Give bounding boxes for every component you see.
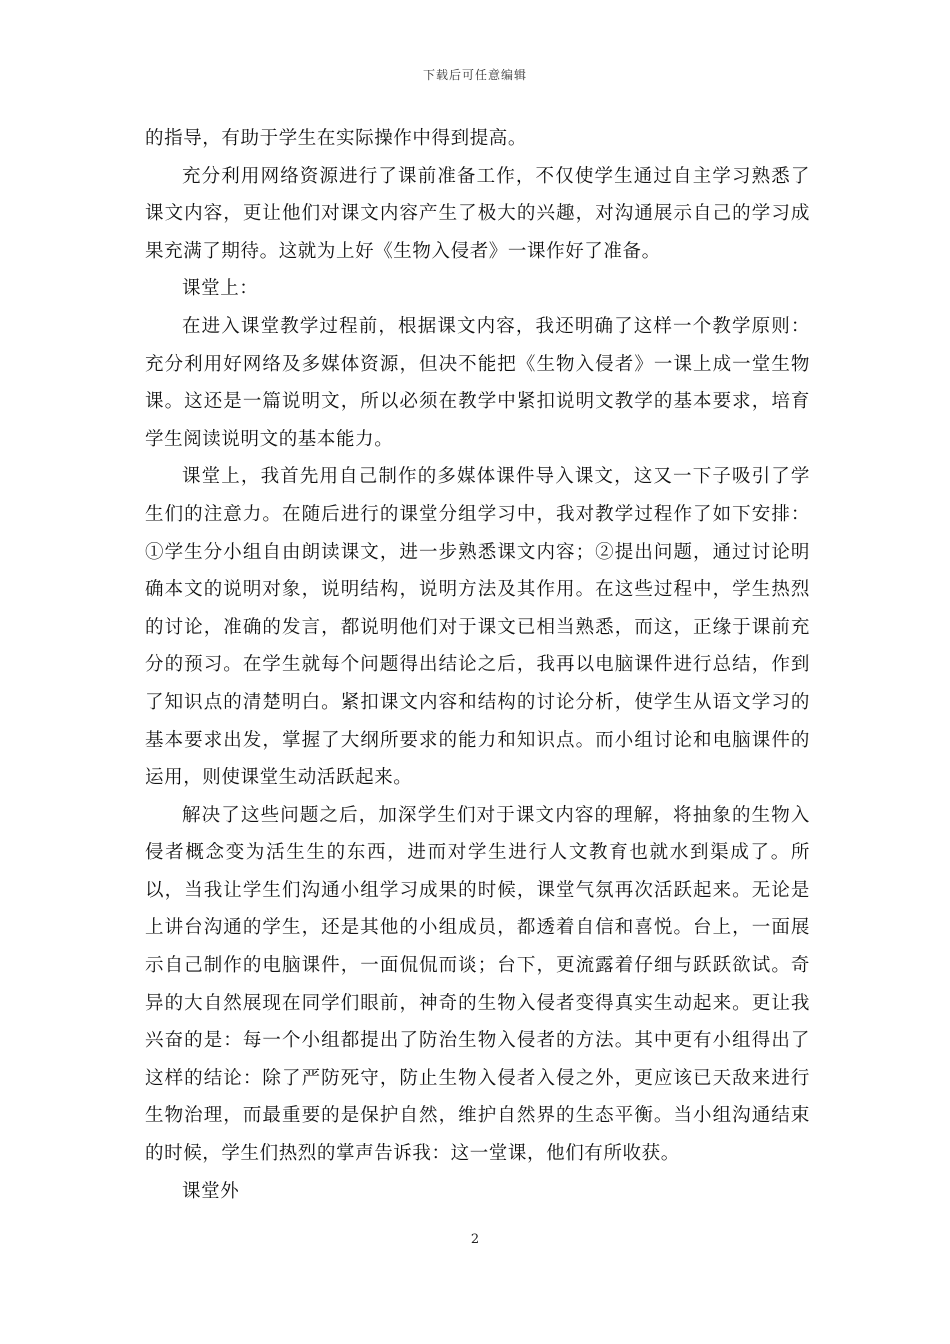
paragraph: 解决了这些问题之后，加深学生们对于课文内容的理解，将抽象的生物入侵者概念变为活生生的东西，进而对学生进行人文教育也就水到渠成了。所以，当我让学生们沟通小组学习成果的时候，课堂气氛再次活跃起来。无论是上讲台沟通的学生，还是其他的小组成员，都透着自信和喜悦。台上，一面展示自己制作的电脑课件，一面侃侃而谈；台下，更流露着仔细与跃跃欲试。奇异的大自然展现在同学们眼前，神奇的生物入侵者变得真实生动起来。更让我兴奋的是：每一个小组都提出了防治生物入侵者的方法。其中更有小组得出了这样的结论：除了严防死守，防止生物入侵者入侵之外，更应该已天敌来进行生物治理，而最重要的是保护自然，维护自然界的生态平衡。当小组沟通结束的时候，学生们热烈的掌声告诉我：这一堂课，他们有所收获。 [145,804,810,1165]
paragraph: 的指导，有助于学生在实际操作中得到提高。 [145,128,528,149]
section-heading: 课堂上： [182,278,259,300]
paragraph: 课堂上，我首先用自己制作的多媒体课件导入课文，这又一下子吸引了学生们的注意力。在随后进行的课堂分组学习中，我对教学过程作了如下安排：①学生分小组自由朗读课文，进一步熟悉课文内容；②提出问题，通过讨论明确本文的说明对象，说明结构，说明方法及其作用。在这些过程中，学生热烈的讨论，准确的发言，都说明他们对于课文已相当熟悉，而这，正缘于课前充分的预习。在学生就每个问题得出结论之后，我再以电脑课件进行总结，作到了知识点的清楚明白。紧扣课文内容和结构的讨论分析，使学生从语文学习的基本要求出发，掌握了大纲所要求的能力和知识点。而小组讨论和电脑课件的运用，则使课堂生动活跃起来。 [145,466,810,789]
document-body [145,120,810,1210]
section-heading: 课堂外 [182,1180,240,1202]
page-header: 下载后可任意编辑 [422,68,527,82]
paragraph: 充分利用网络资源进行了课前准备工作，不仅使学生通过自主学习熟悉了课文内容，更让他们对课文内容产生了极大的兴趣，对沟通展示自己的学习成果充满了期待。这就为上好《生物入侵者》一课作好了准备。 [145,165,810,262]
page-number: 2 [470,1232,480,1247]
paragraph: 在进入课堂教学过程前，根据课文内容，我还明确了这样一个教学原则：充分利用好网络及多媒体资源，但决不能把《生物入侵者》一课上成一堂生物课。这还是一篇说明文，所以必须在教学中紧扣说明文教学的基本要求，培育学生阅读说明文的基本能力。 [145,315,810,450]
